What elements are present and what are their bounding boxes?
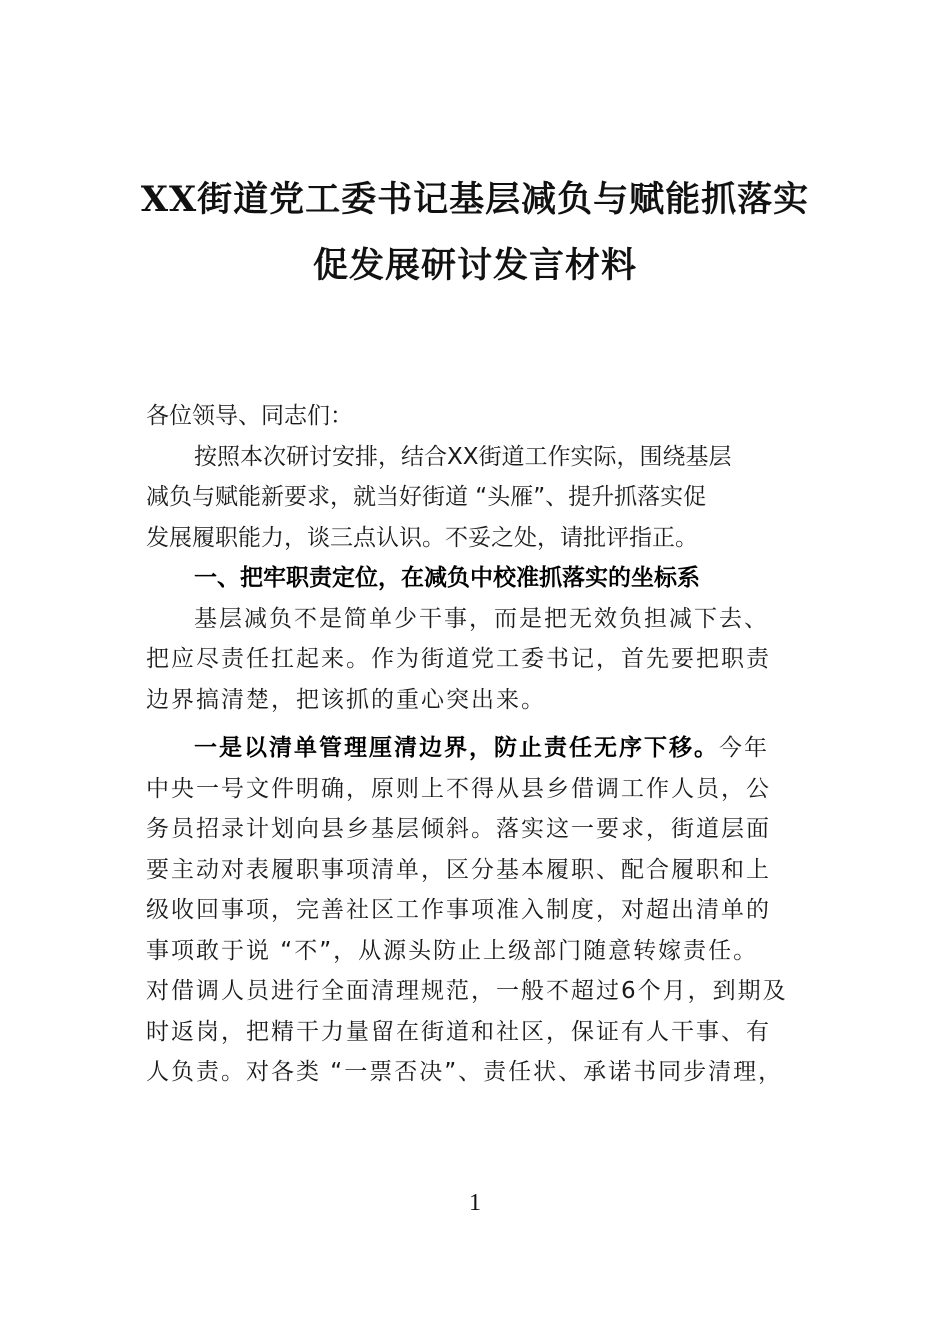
section-1-para-1-line-1: 基层减负不是简单少干事，而是把无效负担减下去、: [194, 605, 769, 632]
section-1-para-2-line-3: 务员招录计划向县乡基层倾斜。落实这一要求，街道层面: [146, 816, 771, 842]
section-1-para-2-line-6: 事项敢于说 “不”，从源头防止上级部门随意转嫁责任。: [146, 937, 759, 964]
section-1-para-2-line-8: 时返岗，把精干力量留在街道和社区，保证有人干事、有: [146, 1018, 771, 1045]
section-1-para-2-line-2: 中央一号文件明确，原则上不得从县乡借调工作人员，公: [146, 775, 771, 802]
document-title-line-1: XX街道党工委书记基层减负与赋能抓落实: [140, 179, 810, 220]
section-1-para-2-line-9: 人负责。对各类 “一票否决”、责任状、承诺书同步清理，: [146, 1059, 784, 1085]
document-body: [146, 396, 806, 1093]
section-1-heading: 一、把牢职责定位，在减负中校准抓落实的坐标系: [194, 565, 700, 591]
section-1-para-2-line-7: 对借调人员进行全面清理规范，一般不超过6个月，到期及: [146, 978, 788, 1004]
intro-line-3: 发展履职能力，谈三点认识。不妥之处，请批评指正。: [146, 524, 698, 551]
intro-line-1: 按照本次研讨安排，结合XX街道工作实际，围绕基层: [194, 443, 732, 470]
section-1-para-2-line-1-tail: 今年: [719, 735, 769, 761]
section-1-para-2-lead: 一是以清单管理厘清边界，防止责任无序下移。: [194, 735, 719, 761]
section-1-para-2-line-4: 要主动对表履职事项清单，区分基本履职、配合履职和上: [146, 856, 771, 883]
page-number: 1: [469, 1190, 481, 1216]
document-title-line-2: 促发展研讨发言材料: [312, 245, 637, 286]
section-1-para-1-line-2: 把应尽责任扛起来。作为街道党工委书记，首先要把职责: [146, 646, 771, 672]
intro-line-2: 减负与赋能新要求，就当好街道 “头雁”、提升抓落实促: [146, 484, 707, 510]
section-1-para-1-line-3: 边界搞清楚，把该抓的重心突出来。: [146, 686, 546, 713]
salutation: 各位领导、同志们：: [146, 403, 353, 429]
section-1-para-2-line-5: 级收回事项，完善社区工作事项准入制度，对超出清单的: [146, 897, 771, 923]
section-1-para-2-line-1: [146, 728, 806, 769]
